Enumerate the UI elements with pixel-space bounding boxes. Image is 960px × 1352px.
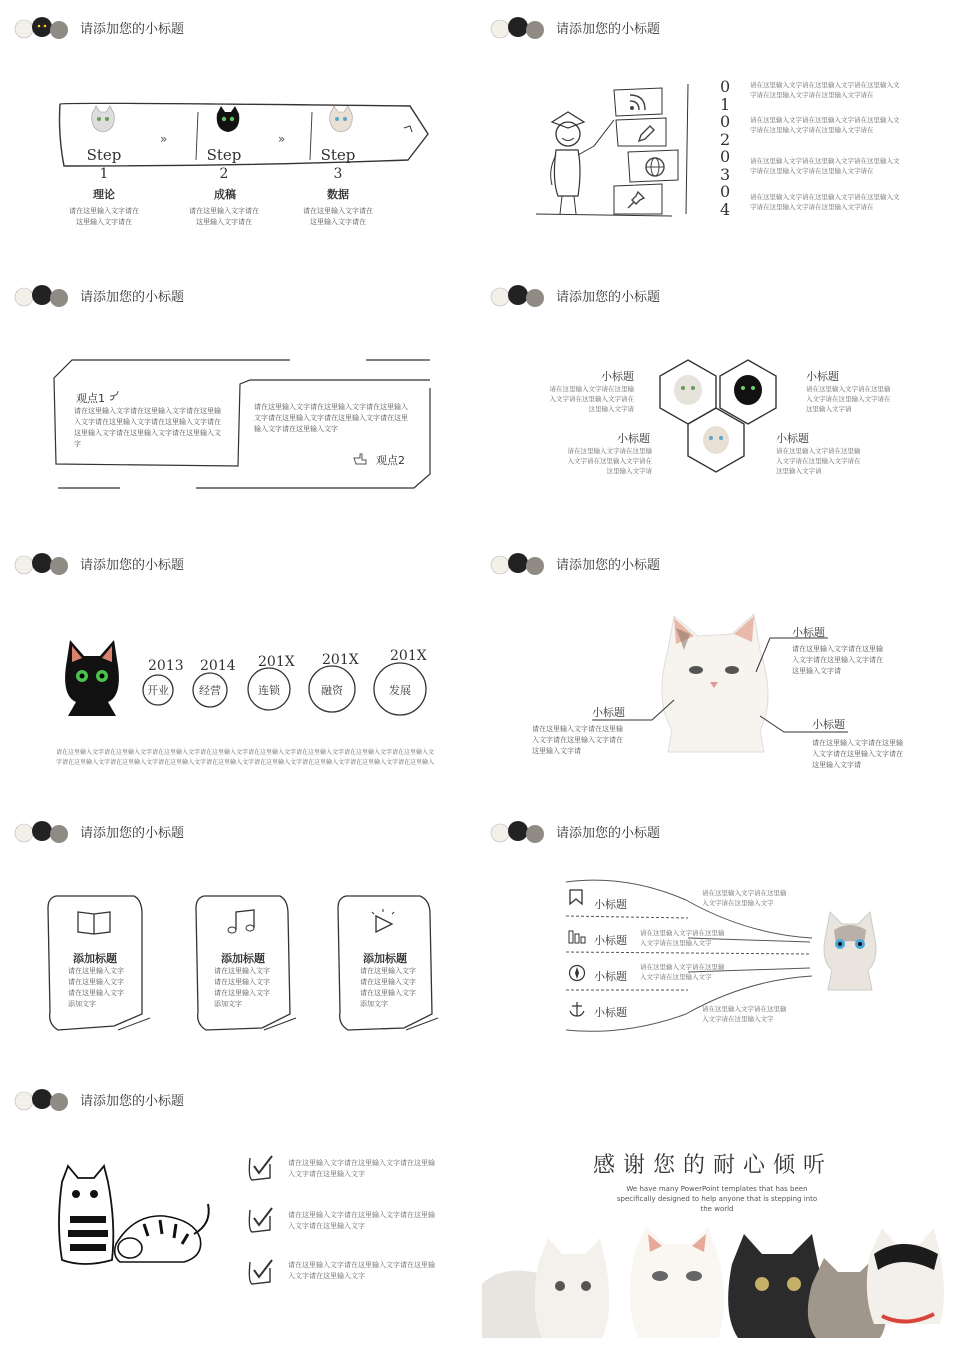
- compass-icon: [568, 964, 586, 982]
- callout-text: 请在这里输入文字请在这里输入文字请在这里输入文字请在这里输入文字请: [792, 645, 883, 675]
- item-text: 请在这里输入文字请在这里输入文字请在这里输入文字请在这里输入文字请: [776, 447, 861, 475]
- striped-cats-illustration: [44, 1164, 214, 1274]
- pin-icon: [626, 190, 646, 210]
- checklist-text: 请在这里输入文字请在这里输入文字请在这里输入文字请在这里输入文字: [288, 1159, 435, 1178]
- siamese-cat-illustration: [820, 910, 880, 990]
- funnel-title: 小标题: [594, 934, 627, 947]
- rss-icon: [628, 92, 648, 112]
- item-title: 小标题: [776, 432, 809, 445]
- hand-pointer-icon: [352, 452, 368, 466]
- play-icon: [368, 908, 398, 938]
- point1-title: 观点1: [76, 392, 105, 405]
- slide-5-timeline: [0, 536, 474, 802]
- header-title: 请添加您的小标题: [80, 289, 185, 305]
- point1-text: 请在这里输入文字请在这里输入文字请在这里输入文字请在这里输入文字请在这里输入文字请在这里输入文字请在这里输入文字请在这里输入文字: [74, 407, 221, 448]
- card-text: 请在这里输入文字请在这里输入文字请在这里输入文字添加文字: [214, 967, 270, 1008]
- wifi-icon: [108, 390, 120, 402]
- funnel-text: 请在这里输入文字请在这里输入文字请在这里输入文字: [640, 963, 725, 981]
- year-label: 2014: [200, 658, 236, 674]
- slide-3-viewpoints: [0, 268, 474, 534]
- book-icon: [76, 908, 112, 936]
- list-item-text: 请在这里输入文字请在这里输入文字请在这里输入文字请在这里输入文字请在这里输入文字请在: [750, 81, 900, 99]
- slide-7-cards: [0, 804, 474, 1070]
- black-cat-icon: [213, 104, 243, 134]
- anchor-icon: [568, 1000, 586, 1018]
- item-title: 小标题: [617, 432, 650, 445]
- checkmark-icon: [246, 1154, 274, 1182]
- header-title: 请添加您的小标题: [80, 21, 185, 37]
- funnel-title: 小标题: [594, 1006, 627, 1019]
- step-desc: 请在这里输入文字请在这里输入文字请在: [189, 207, 259, 226]
- callout-title: 小标题: [792, 626, 825, 639]
- item-title: 小标题: [806, 370, 839, 383]
- funnel-text: 请在这里输入文字请在这里输入文字请在这里输入文字: [702, 1005, 787, 1023]
- timeline-footer-text: 请在这里输入文字请在这里输入文字请在这里输入文字请在这里输入文字请在这里输入文字请在这里输入文字请在这里输入文字请在这里输入文字请在这里输入文字请在这里输入文字请在这里输入文字请在这里输入文字请在这里输入文字请在这里输入文字请在这里输入文字请在这里输入: [56, 749, 435, 766]
- point2-text: 请在这里输入文字请在这里输入文字请在这里输入文字请在这里输入文字请在这里输入文字请在这里输入文字请在这里输入文字: [254, 403, 408, 433]
- step-word: Step: [206, 146, 242, 164]
- thanks-subtitle: We have many PowerPoint templates that has been specifically designed to help anyone that is stepping into the world: [616, 1185, 818, 1213]
- slide-8-funnel: [476, 804, 950, 1070]
- viewpoint-frames: [0, 268, 474, 534]
- item-text: 请在这里输入文字请在这里输入文字请在这里输入文字请在这里输入文字请: [806, 385, 891, 413]
- item-text: 请在这里输入文字请在这里输入文字请在这里输入文字请在这里输入文字请: [549, 385, 634, 413]
- card-title: 添加标题: [363, 952, 407, 965]
- checklist-text: 请在这里输入文字请在这里输入文字请在这里输入文字请在这里输入文字: [288, 1261, 435, 1280]
- vertical-numbers: 0 1 0 2 0 3 0 4: [720, 77, 731, 219]
- timeline-label: 开业: [147, 684, 169, 697]
- step-title: 数据: [327, 188, 349, 201]
- step-number: 2: [219, 166, 229, 182]
- siamese-cat-icon: [326, 104, 356, 134]
- callout-text: 请在这里输入文字请在这里输入文字请在这里输入文字请在这里输入文字请: [532, 725, 623, 755]
- list-item-text: 请在这里输入文字请在这里输入文字请在这里输入文字请在这里输入文字请在这里输入文字请在: [750, 116, 900, 134]
- cat-group-illustration: [482, 1224, 944, 1338]
- card-text: 请在这里输入文字请在这里输入文字请在这里输入文字添加文字: [360, 967, 416, 1008]
- thanks-title: 感谢您的耐心倾听: [592, 1153, 833, 1178]
- header-title: 请添加您的小标题: [80, 557, 185, 573]
- item-text: 请在这里输入文字请在这里输入文字请在这里输入文字请在这里输入文字请: [567, 447, 652, 475]
- step-word: Step: [86, 146, 122, 164]
- funnel-text: 请在这里输入文字请在这里输入文字请在这里输入文字: [702, 889, 787, 907]
- callout-title: 小标题: [592, 706, 625, 719]
- year-label: 2013: [148, 658, 184, 674]
- header-title: 请添加您的小标题: [556, 557, 661, 573]
- step-desc: 请在这里输入文字请在这里输入文字请在: [303, 207, 373, 226]
- slide-6-white-cat: [476, 536, 950, 802]
- year-label: 201X: [258, 654, 295, 670]
- card-frames: [0, 804, 474, 1070]
- step-desc: 请在这里输入文字请在这里输入文字请在: [69, 207, 139, 226]
- funnel-title: 小标题: [594, 898, 627, 911]
- year-label: 201X: [322, 652, 359, 668]
- checklist-text: 请在这里输入文字请在这里输入文字请在这里输入文字请在这里输入文字: [288, 1211, 435, 1230]
- card-title: 添加标题: [73, 952, 117, 965]
- music-note-icon: [226, 908, 258, 936]
- slide-10-thanks: [476, 1072, 950, 1338]
- header-title: 请添加您的小标题: [556, 825, 661, 841]
- svg-text:»: »: [160, 132, 168, 146]
- step-number: 1: [99, 166, 109, 182]
- timeline-label: 经营: [199, 684, 221, 697]
- timeline-label: 融资: [321, 684, 343, 697]
- item-title: 小标题: [601, 370, 634, 383]
- timeline-label: 发展: [389, 684, 411, 697]
- header-title: 请添加您的小标题: [80, 825, 185, 841]
- globe-icon: [644, 156, 666, 178]
- pencil-icon: [636, 124, 656, 144]
- header-title: 请添加您的小标题: [556, 21, 661, 37]
- slide-2-teacher: [476, 0, 950, 266]
- card-title: 添加标题: [221, 952, 265, 965]
- funnel-text: 请在这里输入文字请在这里输入文字请在这里输入文字: [640, 929, 725, 947]
- bookmark-icon: [568, 888, 584, 906]
- step-title: 成稿: [214, 188, 236, 201]
- header-title: 请添加您的小标题: [80, 1093, 185, 1109]
- checkmark-icon: [246, 1206, 274, 1234]
- grey-cat-icon: [88, 104, 118, 134]
- timeline-label: 连锁: [258, 684, 280, 697]
- funnel-title: 小标题: [594, 970, 627, 983]
- slide-header: [12, 1082, 184, 1116]
- year-label: 201X: [390, 648, 427, 664]
- bar-chart-icon: [568, 928, 586, 944]
- step-number: 3: [333, 166, 343, 182]
- callout-title: 小标题: [812, 718, 845, 731]
- list-item-text: 请在这里输入文字请在这里输入文字请在这里输入文字请在这里输入文字请在这里输入文字请在: [750, 193, 900, 211]
- cats-logo-icon: [12, 1084, 70, 1114]
- slide-1-steps: [0, 0, 474, 266]
- slide-4-hexagons: [476, 268, 950, 534]
- step-title: 理论: [93, 188, 115, 201]
- point2-title: 观点2: [376, 454, 405, 467]
- step-word: Step: [320, 146, 356, 164]
- callout-text: 请在这里输入文字请在这里输入文字请在这里输入文字请在这里输入文字请: [812, 739, 903, 769]
- list-item-text: 请在这里输入文字请在这里输入文字请在这里输入文字请在这里输入文字请在这里输入文字请在: [750, 157, 900, 175]
- card-text: 请在这里输入文字请在这里输入文字请在这里输入文字添加文字: [68, 967, 124, 1008]
- svg-text:»: »: [278, 132, 286, 146]
- header-title: 请添加您的小标题: [556, 289, 661, 305]
- checkmark-icon: [246, 1258, 274, 1286]
- slide-9-checklist: [0, 1072, 474, 1338]
